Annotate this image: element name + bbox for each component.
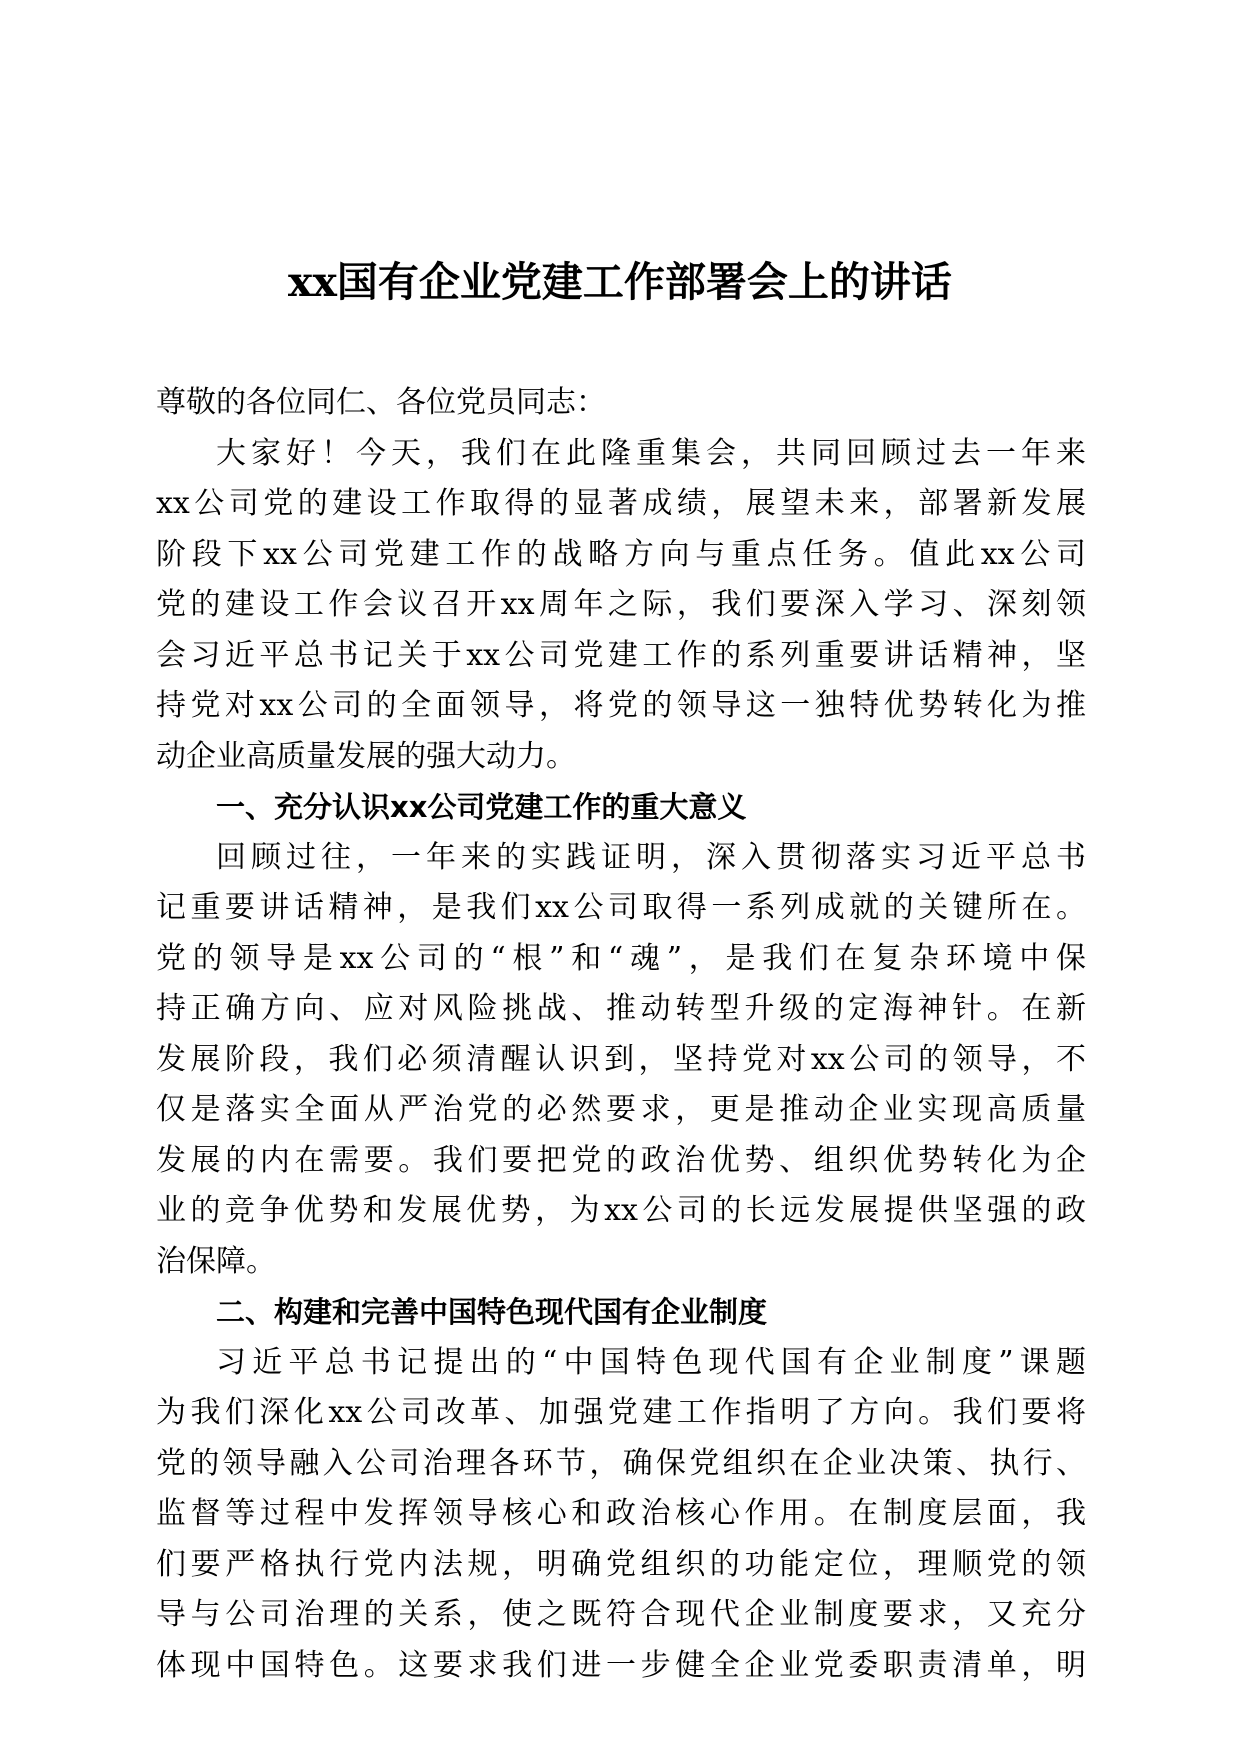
- paragraph-line: 持党对xx公司的全面领导，将党的领导这一独特优势转化为推: [156, 688, 1086, 723]
- paragraph-system: [156, 1338, 1086, 1692]
- paragraph-line: 习近平总书记提出的“中国特色现代国有企业制度”课题: [216, 1344, 1086, 1380]
- paragraph-significance: [156, 833, 1086, 1288]
- document-title: xx国有企业党建工作部署会上的讲话: [288, 258, 952, 306]
- paragraph-line: 动企业高质量发展的强大动力。: [156, 738, 576, 774]
- paragraph-line: 阶段下xx公司党建工作的战略方向与重点任务。值此xx公司: [156, 536, 1086, 572]
- paragraph-line: 大家好！今天，我们在此隆重集会，共同回顾过去一年来: [216, 435, 1086, 471]
- paragraph-line: 们要严格执行党内法规，明确党组织的功能定位，理顺党的领: [156, 1546, 1086, 1582]
- paragraph-line: 治保障。: [156, 1243, 276, 1279]
- paragraph-line: 导与公司治理的关系，使之既符合现代企业制度要求，又充分: [156, 1597, 1086, 1632]
- paragraph-line: 党的建设工作会议召开xx周年之际，我们要深入学习、深刻领: [156, 587, 1086, 622]
- paragraph-line: 体现中国特色。这要求我们进一步健全企业党委职责清单，明: [156, 1647, 1086, 1683]
- paragraph-line: xx公司党的建设工作取得的显著成绩，展望未来，部署新发展: [156, 486, 1086, 521]
- paragraph-line: 仅是落实全面从严治党的必然要求，更是推动企业实现高质量: [156, 1092, 1086, 1127]
- paragraph-line: 为我们深化xx公司改革、加强党建工作指明了方向。我们要将: [156, 1395, 1086, 1430]
- paragraph-line: 发展阶段，我们必须清醒认识到，坚持党对xx公司的领导，不: [156, 1041, 1086, 1077]
- section-heading-1: 一、充分认识xx公司党建工作的重大意义: [216, 790, 747, 824]
- document-body: [156, 378, 1086, 1691]
- paragraph-line: 发展的内在需要。我们要把党的政治优势、组织优势转化为企: [156, 1142, 1086, 1178]
- section-heading-2: 二、构建和完善中国特色现代国有企业制度: [216, 1295, 768, 1329]
- paragraph-line: 监督等过程中发挥领导核心和政治核心作用。在制度层面，我: [156, 1496, 1086, 1531]
- salutation: 尊敬的各位同仁、各位党员同志：: [156, 385, 606, 420]
- paragraph-line: 持正确方向、应对风险挑战、推动转型升级的定海神针。在新: [156, 991, 1086, 1026]
- paragraph-line: 党的领导是xx公司的“根”和“魂”，是我们在复杂环境中保: [156, 940, 1086, 976]
- paragraph-opening: [156, 429, 1086, 783]
- paragraph-line: 记重要讲话精神，是我们xx公司取得一系列成就的关键所在。: [156, 890, 1086, 925]
- paragraph-line: 回顾过往，一年来的实践证明，深入贯彻落实习近平总书: [216, 839, 1086, 875]
- paragraph-line: 业的竞争优势和发展优势，为xx公司的长远发展提供坚强的政: [156, 1193, 1086, 1228]
- paragraph-line: 会习近平总书记关于xx公司党建工作的系列重要讲话精神，坚: [156, 637, 1086, 673]
- paragraph-line: 党的领导融入公司治理各环节，确保党组织在企业决策、执行、: [156, 1445, 1086, 1481]
